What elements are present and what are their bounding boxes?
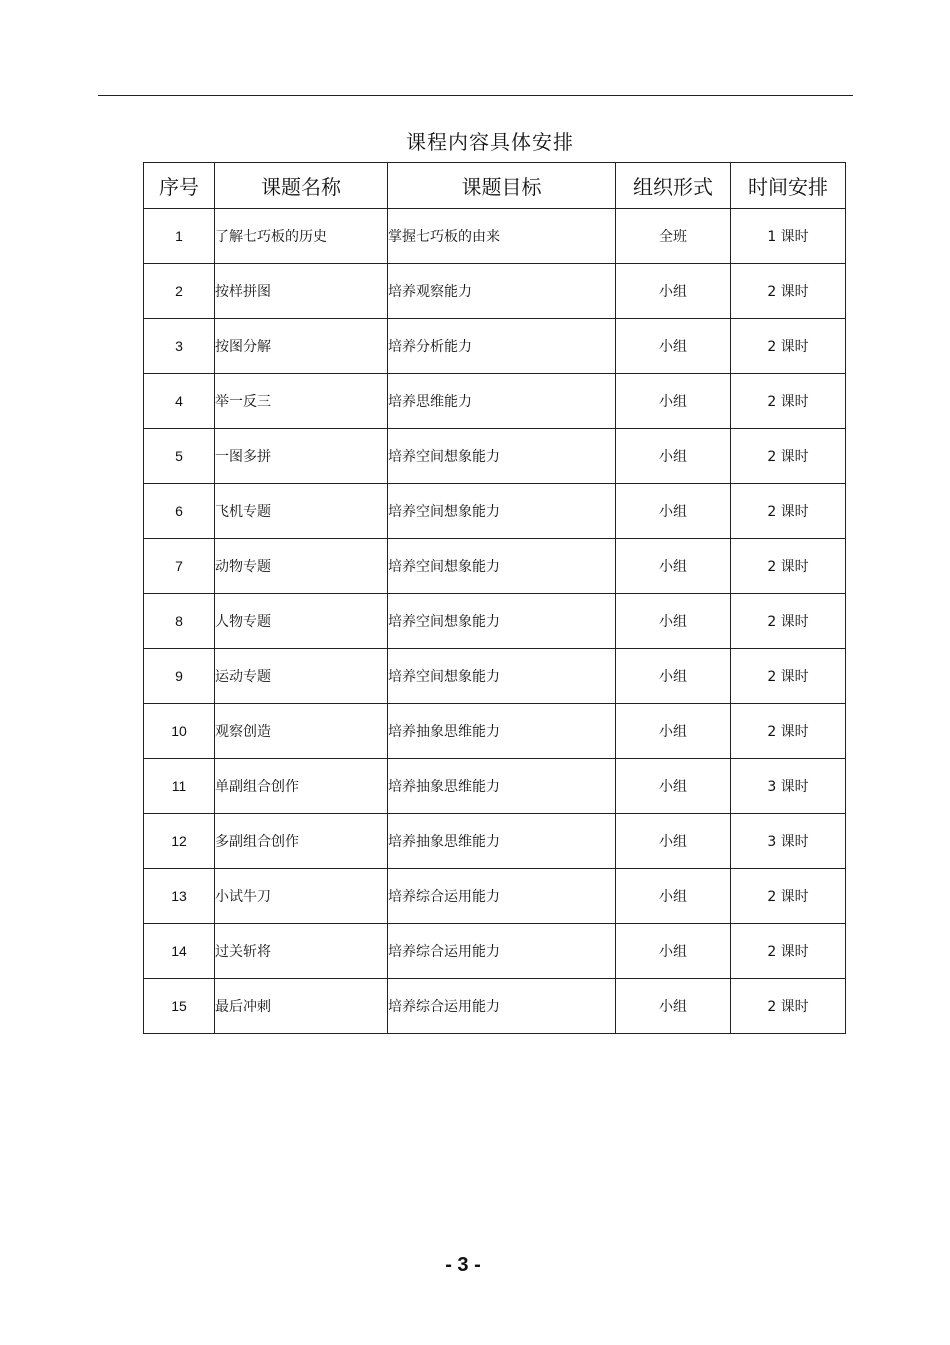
row-number: 10 [144,704,215,759]
organization-form: 小组 [616,759,731,814]
organization-form: 小组 [616,649,731,704]
table-body [144,209,846,1034]
time-allocation: 2 课时 [731,319,846,374]
row-number: 15 [144,979,215,1034]
topic-goal: 培养抽象思维能力 [388,759,616,814]
topic-goal: 培养空间想象能力 [388,594,616,649]
topic-name: 了解七巧板的历史 [215,209,388,264]
topic-goal: 培养分析能力 [388,319,616,374]
topic-goal: 培养空间想象能力 [388,539,616,594]
course-schedule-table [143,162,846,1034]
row-number: 14 [144,924,215,979]
organization-form: 小组 [616,979,731,1034]
time-allocation: 2 课时 [731,649,846,704]
time-allocation: 2 课时 [731,539,846,594]
table-row [144,759,846,814]
organization-form: 小组 [616,594,731,649]
topic-name: 举一反三 [215,374,388,429]
time-allocation: 2 课时 [731,484,846,539]
row-number: 7 [144,539,215,594]
topic-name: 动物专题 [215,539,388,594]
organization-form: 小组 [616,374,731,429]
organization-form: 小组 [616,539,731,594]
table-row [144,814,846,869]
topic-goal: 培养空间想象能力 [388,649,616,704]
organization-form: 小组 [616,924,731,979]
time-allocation: 2 课时 [731,594,846,649]
table-row [144,209,846,264]
organization-form: 全班 [616,209,731,264]
topic-goal: 培养综合运用能力 [388,924,616,979]
table-row [144,979,846,1034]
time-allocation: 2 课时 [731,704,846,759]
topic-name: 小试牛刀 [215,869,388,924]
row-number: 6 [144,484,215,539]
topic-goal: 培养综合运用能力 [388,869,616,924]
topic-name: 飞机专题 [215,484,388,539]
time-allocation: 2 课时 [731,924,846,979]
topic-goal: 培养思维能力 [388,374,616,429]
row-number: 4 [144,374,215,429]
topic-name: 单副组合创作 [215,759,388,814]
organization-form: 小组 [616,319,731,374]
table-row [144,649,846,704]
topic-name: 过关斩将 [215,924,388,979]
organization-form: 小组 [616,869,731,924]
table-row [144,484,846,539]
time-allocation: 2 课时 [731,429,846,484]
header-time: 时间安排 [731,163,846,209]
organization-form: 小组 [616,814,731,869]
time-allocation: 3 课时 [731,759,846,814]
table-row [144,319,846,374]
header-number: 序号 [144,163,215,209]
time-allocation: 3 课时 [731,814,846,869]
organization-form: 小组 [616,704,731,759]
row-number: 3 [144,319,215,374]
table-row [144,704,846,759]
topic-name: 人物专题 [215,594,388,649]
topic-goal: 培养综合运用能力 [388,979,616,1034]
topic-goal: 培养空间想象能力 [388,484,616,539]
row-number: 12 [144,814,215,869]
document-title: 课程内容具体安排 [406,130,574,154]
row-number: 8 [144,594,215,649]
topic-goal: 培养抽象思维能力 [388,814,616,869]
row-number: 11 [144,759,215,814]
row-number: 1 [144,209,215,264]
header-topic-goal: 课题目标 [388,163,616,209]
row-number: 5 [144,429,215,484]
time-allocation: 1 课时 [731,209,846,264]
time-allocation: 2 课时 [731,374,846,429]
organization-form: 小组 [616,484,731,539]
topic-goal: 培养抽象思维能力 [388,704,616,759]
organization-form: 小组 [616,429,731,484]
time-allocation: 2 课时 [731,264,846,319]
header-organization: 组织形式 [616,163,731,209]
organization-form: 小组 [616,264,731,319]
row-number: 2 [144,264,215,319]
table-row [144,869,846,924]
time-allocation: 2 课时 [731,869,846,924]
topic-goal: 培养观察能力 [388,264,616,319]
table-row [144,924,846,979]
row-number: 13 [144,869,215,924]
table-row [144,374,846,429]
page-number: - 3 - [445,1254,481,1276]
topic-name: 按样拼图 [215,264,388,319]
topic-name: 按图分解 [215,319,388,374]
header-topic-name: 课题名称 [215,163,388,209]
topic-name: 最后冲刺 [215,979,388,1034]
table-row [144,264,846,319]
topic-goal: 培养空间想象能力 [388,429,616,484]
topic-name: 一图多拼 [215,429,388,484]
topic-name: 观察创造 [215,704,388,759]
time-allocation: 2 课时 [731,979,846,1034]
topic-name: 多副组合创作 [215,814,388,869]
row-number: 9 [144,649,215,704]
header-rule [98,95,853,96]
table-header-row [144,163,846,209]
table-row [144,429,846,484]
topic-name: 运动专题 [215,649,388,704]
table-row [144,594,846,649]
topic-goal: 掌握七巧板的由来 [388,209,616,264]
table-row [144,539,846,594]
